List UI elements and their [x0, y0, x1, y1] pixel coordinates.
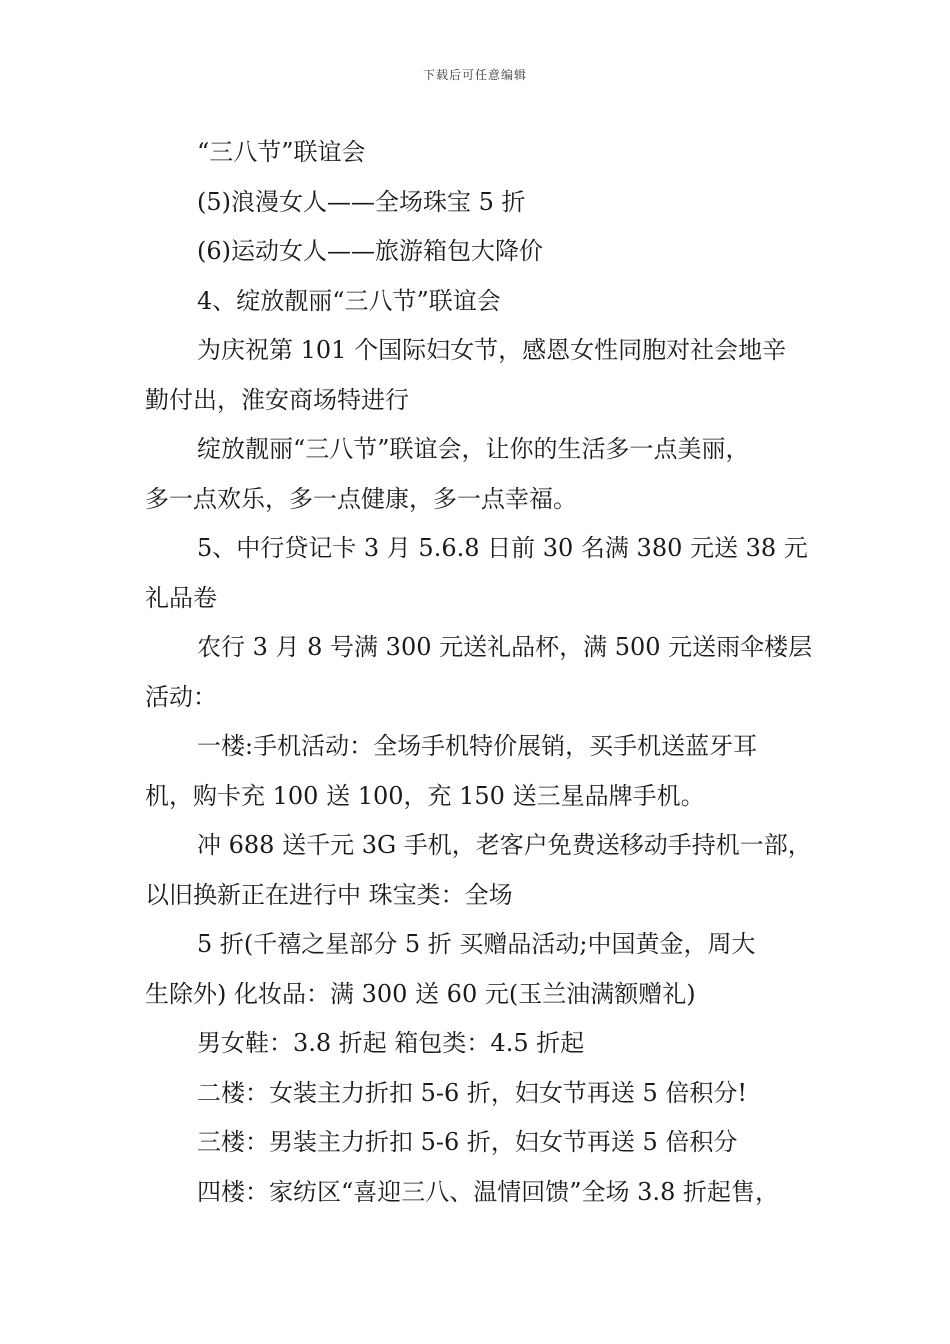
paragraph-line: 5、中行贷记卡 3 月 5.6.8 日前 30 名满 380 元送 38 元 — [197, 534, 808, 562]
paragraph-line: 农行 3 月 8 号满 300 元送礼品杯，满 500 元送雨伞楼层 — [197, 633, 813, 661]
paragraph-line: (5)浪漫女人——全场珠宝 5 折 — [197, 187, 526, 216]
paragraph-line: 生除外) 化妆品：满 300 送 60 元(玉兰油满额赠礼) — [145, 979, 696, 1008]
document-body — [145, 128, 825, 1217]
paragraph-line: “三八节”联谊会 — [197, 138, 366, 166]
paragraph-line: 礼品卷 — [145, 583, 217, 612]
paragraph-line: 4、绽放靓丽“三八节”联谊会 — [197, 286, 501, 315]
paragraph-line: 二楼：女装主力折扣 5-6 折，妇女节再送 5 倍积分! — [197, 1078, 748, 1107]
paragraph-line: 一楼:手机活动：全场手机特价展销，买手机送蓝牙耳 — [197, 732, 758, 760]
page-header: 下载后可任意编辑 — [422, 68, 527, 82]
paragraph-line: 冲 688 送千元 3G 手机，老客户免费送移动手持机一部， — [197, 831, 812, 859]
paragraph-line: 机，购卡充 100 送 100，充 150 送三星品牌手机。 — [145, 781, 705, 810]
paragraph-line: 绽放靓丽“三八节”联谊会，让你的生活多一点美丽， — [197, 435, 750, 463]
paragraph-line: 多一点欢乐，多一点健康，多一点幸福。 — [145, 484, 577, 513]
paragraph-line: 5 折(千禧之星部分 5 折 买赠品活动;中国黄金，周大 — [197, 930, 756, 958]
paragraph-line: 活动： — [145, 682, 217, 711]
paragraph-line: 男女鞋：3.8 折起 箱包类：4.5 折起 — [197, 1029, 585, 1057]
paragraph-line: 三楼：男装主力折扣 5-6 折，妇女节再送 5 倍积分 — [197, 1128, 738, 1156]
paragraph-line: 为庆祝第 101 个国际妇女节，感恩女性同胞对社会地辛 — [197, 336, 787, 364]
paragraph-line: 以旧换新正在进行中 珠宝类：全场 — [145, 880, 513, 909]
paragraph-line: 四楼：家纺区“喜迎三八、温情回馈”全场 3.8 折起售， — [197, 1177, 779, 1206]
paragraph-line: 勤付出，淮安商场特进行 — [145, 385, 409, 414]
paragraph-line: (6)运动女人——旅游箱包大降价 — [197, 237, 543, 265]
